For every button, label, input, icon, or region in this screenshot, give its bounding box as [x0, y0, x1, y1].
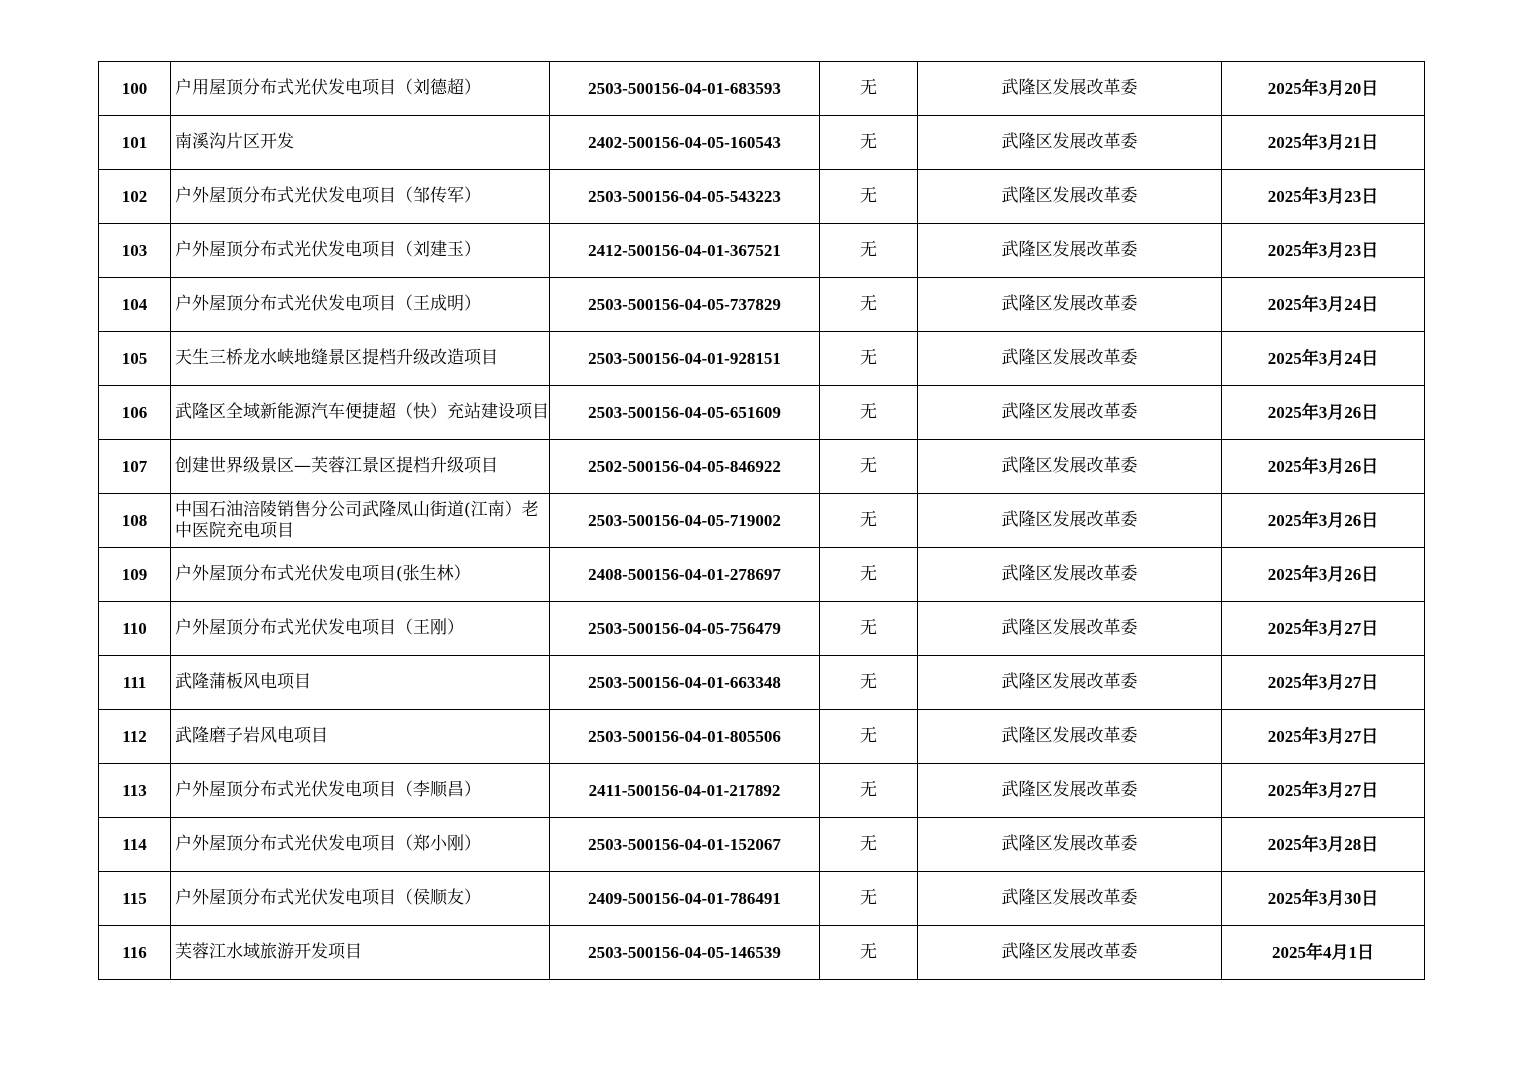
approval-authority: 武隆区发展改革委: [918, 224, 1222, 278]
approval-authority: 武隆区发展改革委: [918, 170, 1222, 224]
project-code: 2402-500156-04-05-160543: [550, 116, 820, 170]
approval-date: 2025年3月26日: [1222, 386, 1425, 440]
row-number: 105: [99, 332, 171, 386]
row-number: 108: [99, 494, 171, 548]
table-row: [99, 170, 1425, 224]
project-code: 2411-500156-04-01-217892: [550, 764, 820, 818]
none-value: 无: [820, 710, 918, 764]
none-value: 无: [820, 386, 918, 440]
project-code: 2503-500156-04-01-928151: [550, 332, 820, 386]
project-code: 2503-500156-04-01-683593: [550, 62, 820, 116]
project-code: 2408-500156-04-01-278697: [550, 548, 820, 602]
table-row: [99, 656, 1425, 710]
none-value: 无: [820, 764, 918, 818]
approval-date: 2025年3月26日: [1222, 440, 1425, 494]
row-number: 101: [99, 116, 171, 170]
table-row: [99, 764, 1425, 818]
table-row: [99, 710, 1425, 764]
row-number: 109: [99, 548, 171, 602]
project-name: 户外屋顶分布式光伏发电项目（刘建玉）: [171, 224, 550, 278]
project-name: 武隆磨子岩风电项目: [171, 710, 550, 764]
project-code: 2503-500156-04-05-146539: [550, 926, 820, 980]
row-number: 115: [99, 872, 171, 926]
approval-date: 2025年3月26日: [1222, 494, 1425, 548]
approval-date: 2025年3月27日: [1222, 602, 1425, 656]
project-name: 武隆区全域新能源汽车便捷超（快）充站建设项目: [171, 386, 550, 440]
row-number: 112: [99, 710, 171, 764]
project-code: 2503-500156-04-05-719002: [550, 494, 820, 548]
project-code: 2503-500156-04-05-737829: [550, 278, 820, 332]
project-code: 2503-500156-04-01-152067: [550, 818, 820, 872]
approval-date: 2025年3月27日: [1222, 656, 1425, 710]
project-name: 户外屋顶分布式光伏发电项目（邹传军）: [171, 170, 550, 224]
approval-authority: 武隆区发展改革委: [918, 872, 1222, 926]
none-value: 无: [820, 278, 918, 332]
project-name: 户外屋顶分布式光伏发电项目(张生林）: [171, 548, 550, 602]
none-value: 无: [820, 116, 918, 170]
table-row: [99, 872, 1425, 926]
approval-authority: 武隆区发展改革委: [918, 62, 1222, 116]
none-value: 无: [820, 872, 918, 926]
approval-date: 2025年3月23日: [1222, 224, 1425, 278]
approval-authority: 武隆区发展改革委: [918, 764, 1222, 818]
table-row: [99, 440, 1425, 494]
approval-authority: 武隆区发展改革委: [918, 710, 1222, 764]
approval-date: 2025年3月27日: [1222, 710, 1425, 764]
none-value: 无: [820, 926, 918, 980]
table-row: [99, 278, 1425, 332]
approval-date: 2025年3月28日: [1222, 818, 1425, 872]
row-number: 111: [99, 656, 171, 710]
none-value: 无: [820, 548, 918, 602]
table-row: [99, 494, 1425, 548]
approval-authority: 武隆区发展改革委: [918, 656, 1222, 710]
table-row: [99, 116, 1425, 170]
row-number: 106: [99, 386, 171, 440]
approval-date: 2025年3月26日: [1222, 548, 1425, 602]
row-number: 104: [99, 278, 171, 332]
project-name: 芙蓉江水域旅游开发项目: [171, 926, 550, 980]
row-number: 116: [99, 926, 171, 980]
row-number: 102: [99, 170, 171, 224]
project-name: 户外屋顶分布式光伏发电项目（王刚）: [171, 602, 550, 656]
approval-authority: 武隆区发展改革委: [918, 548, 1222, 602]
none-value: 无: [820, 62, 918, 116]
project-table: [98, 61, 1425, 980]
none-value: 无: [820, 224, 918, 278]
project-code: 2503-500156-04-05-543223: [550, 170, 820, 224]
row-number: 110: [99, 602, 171, 656]
none-value: 无: [820, 170, 918, 224]
approval-date: 2025年3月21日: [1222, 116, 1425, 170]
approval-authority: 武隆区发展改革委: [918, 602, 1222, 656]
project-name: 天生三桥龙水峡地缝景区提档升级改造项目: [171, 332, 550, 386]
project-name: 户外屋顶分布式光伏发电项目（李顺昌）: [171, 764, 550, 818]
approval-authority: 武隆区发展改革委: [918, 818, 1222, 872]
table-row: [99, 818, 1425, 872]
table-row: [99, 224, 1425, 278]
project-name: 创建世界级景区—芙蓉江景区提档升级项目: [171, 440, 550, 494]
approval-authority: 武隆区发展改革委: [918, 386, 1222, 440]
row-number: 113: [99, 764, 171, 818]
approval-date: 2025年3月24日: [1222, 332, 1425, 386]
project-code: 2409-500156-04-01-786491: [550, 872, 820, 926]
none-value: 无: [820, 818, 918, 872]
row-number: 107: [99, 440, 171, 494]
approval-authority: 武隆区发展改革委: [918, 278, 1222, 332]
project-name: 户外屋顶分布式光伏发电项目（郑小刚）: [171, 818, 550, 872]
approval-date: 2025年3月23日: [1222, 170, 1425, 224]
none-value: 无: [820, 440, 918, 494]
project-table-body: [99, 62, 1425, 980]
project-name: 户外屋顶分布式光伏发电项目（侯顺友）: [171, 872, 550, 926]
table-row: [99, 548, 1425, 602]
project-name: 中国石油涪陵销售分公司武隆凤山街道(江南）老中医院充电项目: [171, 494, 550, 548]
project-code: 2503-500156-04-01-663348: [550, 656, 820, 710]
row-number: 100: [99, 62, 171, 116]
table-row: [99, 602, 1425, 656]
row-number: 103: [99, 224, 171, 278]
approval-date: 2025年4月1日: [1222, 926, 1425, 980]
table-row: [99, 386, 1425, 440]
approval-authority: 武隆区发展改革委: [918, 440, 1222, 494]
table-row: [99, 332, 1425, 386]
project-name: 户用屋顶分布式光伏发电项目（刘德超）: [171, 62, 550, 116]
approval-authority: 武隆区发展改革委: [918, 494, 1222, 548]
none-value: 无: [820, 656, 918, 710]
project-code: 2412-500156-04-01-367521: [550, 224, 820, 278]
none-value: 无: [820, 332, 918, 386]
approval-authority: 武隆区发展改革委: [918, 926, 1222, 980]
row-number: 114: [99, 818, 171, 872]
approval-authority: 武隆区发展改革委: [918, 332, 1222, 386]
approval-date: 2025年3月30日: [1222, 872, 1425, 926]
project-name: 户外屋顶分布式光伏发电项目（王成明）: [171, 278, 550, 332]
none-value: 无: [820, 602, 918, 656]
approval-authority: 武隆区发展改革委: [918, 116, 1222, 170]
project-code: 2503-500156-04-05-756479: [550, 602, 820, 656]
approval-date: 2025年3月20日: [1222, 62, 1425, 116]
approval-date: 2025年3月24日: [1222, 278, 1425, 332]
project-code: 2502-500156-04-05-846922: [550, 440, 820, 494]
approval-date: 2025年3月27日: [1222, 764, 1425, 818]
table-row: [99, 62, 1425, 116]
none-value: 无: [820, 494, 918, 548]
project-code: 2503-500156-04-05-651609: [550, 386, 820, 440]
project-name: 武隆蒲板风电项目: [171, 656, 550, 710]
project-code: 2503-500156-04-01-805506: [550, 710, 820, 764]
project-name: 南溪沟片区开发: [171, 116, 550, 170]
table-row: [99, 926, 1425, 980]
